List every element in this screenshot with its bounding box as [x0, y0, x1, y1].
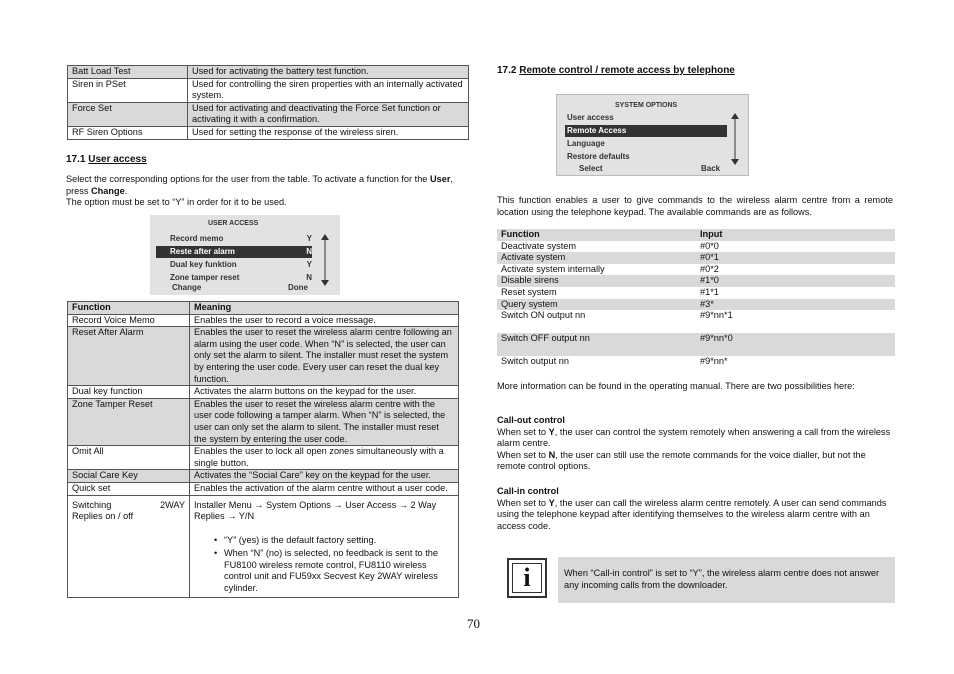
paragraph: When set to Y, the user can control the system remotely when answering a call from the wireless alarm centre. — [497, 426, 891, 449]
lcd-row-selected: Remote Access — [565, 125, 727, 137]
note-box — [558, 557, 895, 603]
callin-control-section — [497, 486, 893, 532]
table-row: Zone Tamper Reset Enables the user to reset the wireless alarm centre with the user code following a tamper alarm. When “N” is selected, the user can only set the alarm to silent. The installer must reset the system by entering the user code. — [68, 398, 459, 445]
table-row: RF Siren Options Used for setting the response of the wireless siren. — [68, 126, 469, 139]
lcd-row-selected: Reste after alarm N — [156, 246, 312, 258]
subheading: Call-in control — [497, 486, 559, 496]
lcd-softkey-left: Change — [172, 283, 202, 292]
section-heading-user-access: 17.1 User access — [66, 154, 147, 165]
lcd-softkey-right: Done — [288, 283, 308, 292]
table-row: Omit All Enables the user to lock all open zones simultaneously with a single button. — [68, 446, 459, 470]
scroll-arrows-icon — [731, 113, 739, 165]
paragraph: Select the corresponding options for the user from the table. To activate a function for the User, press Change. The option must be set to “Y” in order for it to be used. — [66, 174, 453, 208]
lcd-softkey-right: Back — [701, 164, 721, 173]
settings-table — [67, 65, 469, 140]
lcd-user-access — [150, 215, 340, 295]
note-text: When “Call-in control” is set to “Y”, the wireless alarm centre does not answer any incoming calls from the downloader. — [564, 568, 880, 590]
lcd-row: Record memo Y — [170, 234, 312, 243]
paragraph: More information can be found in the operating manual. There are two possibilities here: — [497, 381, 855, 391]
table-row: Social Care Key Activates the “Social Care” key on the keypad for the user. — [68, 470, 459, 483]
lcd-row: Language — [567, 139, 605, 148]
lcd-title: USER ACCESS — [208, 220, 259, 227]
table-row: Switch output nn #9*nn* — [501, 356, 728, 367]
table-row: Disable sirens #1*0 — [497, 275, 895, 287]
table-row: Switch OFF output nn #9*nn*0 — [497, 333, 895, 356]
table-row: Activate system #0*1 — [497, 252, 895, 264]
table-row: Batt Load Test Used for activating the battery test function. — [68, 66, 469, 79]
section-heading-remote-control: 17.2 Remote control / remote access by telephone — [497, 65, 735, 76]
page-number: 70 — [467, 616, 480, 631]
paragraph: This function enables a user to give commands to the wireless alarm centre from a remote location using the telephone keypad. The available commands are as follows. — [497, 195, 893, 217]
lcd-softkey-left: Select — [579, 164, 603, 173]
table-row: Siren in PSet Used for controlling the siren properties with an internally activated system. — [68, 78, 469, 102]
table-header: Function Meaning — [68, 302, 459, 315]
table-row: Query system #3* — [497, 299, 895, 311]
lcd-row: Zone tamper reset N — [170, 273, 312, 282]
bullet-item: • “Y” (yes) is the default factory setting. — [210, 535, 454, 547]
table-row: Reset system #1*1 — [501, 286, 719, 297]
user-functions-table — [67, 301, 459, 598]
table-row: Quick set Enables the activation of the alarm centre without a user code. — [68, 482, 459, 495]
lcd-row: Dual key funktion Y — [170, 260, 312, 269]
table-row: Switch ON output nn #9*nn*1 — [501, 310, 733, 321]
lcd-system-options — [556, 94, 749, 176]
table-row: Record Voice Memo Enables the user to record a voice message. — [68, 314, 459, 327]
info-icon: i — [507, 558, 547, 598]
remote-commands-table — [497, 229, 895, 368]
paragraph: When set to N, the user can still use the remote commands for the voice dialler, but not the remote control options. — [497, 449, 866, 472]
table-row: Force Set Used for activating and deactivating the Force Set function or activating it with a confirmation. — [68, 102, 469, 126]
lcd-row: Restore defaults — [567, 152, 630, 161]
lcd-title: SYSTEM OPTIONS — [615, 102, 678, 109]
paragraph: When set to Y, the user can call the wireless alarm centre remotely. A user can send commands using the telephone keypad after identifying themselves to the wireless alarm centre with an access code. — [497, 497, 887, 531]
callout-control-section — [497, 415, 893, 473]
table-row: Deactivate system #0*0 — [501, 240, 719, 251]
table-row: Reset After Alarm Enables the user to reset the wireless alarm centre following an alarm using the user code. When “N” is selected, the user can only set the alarm to silent. The installer must reset the system by entering the user code. Every user can reset the dual key function. — [68, 327, 459, 386]
table-row: Switching 2WAY Replies on / off Installer Menu → System Options → User Access → 2 Way Replies → Y/N • “Y” (yes) is the default factory setting. • When “N” (no) is selected, no feedback is sent to the FU8100 wireless remote control, FU8110 wireless control unit and FU59xx Secvest Key 2WAY wireless cylinder. — [68, 495, 459, 597]
scroll-arrows-icon — [321, 234, 329, 286]
table-row: Dual key function Activates the alarm buttons on the keypad for the user. — [68, 386, 459, 399]
table-header: Function Input — [497, 229, 895, 241]
subheading: Call-out control — [497, 415, 565, 425]
bullet-item: • When “N” (no) is selected, no feedback is sent to the FU8100 wireless remote control, FU8110 wireless control unit and FU59xx Secvest Key 2WAY wireless cylinder. — [210, 548, 454, 594]
table-row: Activate system internally #0*2 — [501, 263, 719, 274]
lcd-row: User access — [567, 113, 614, 122]
